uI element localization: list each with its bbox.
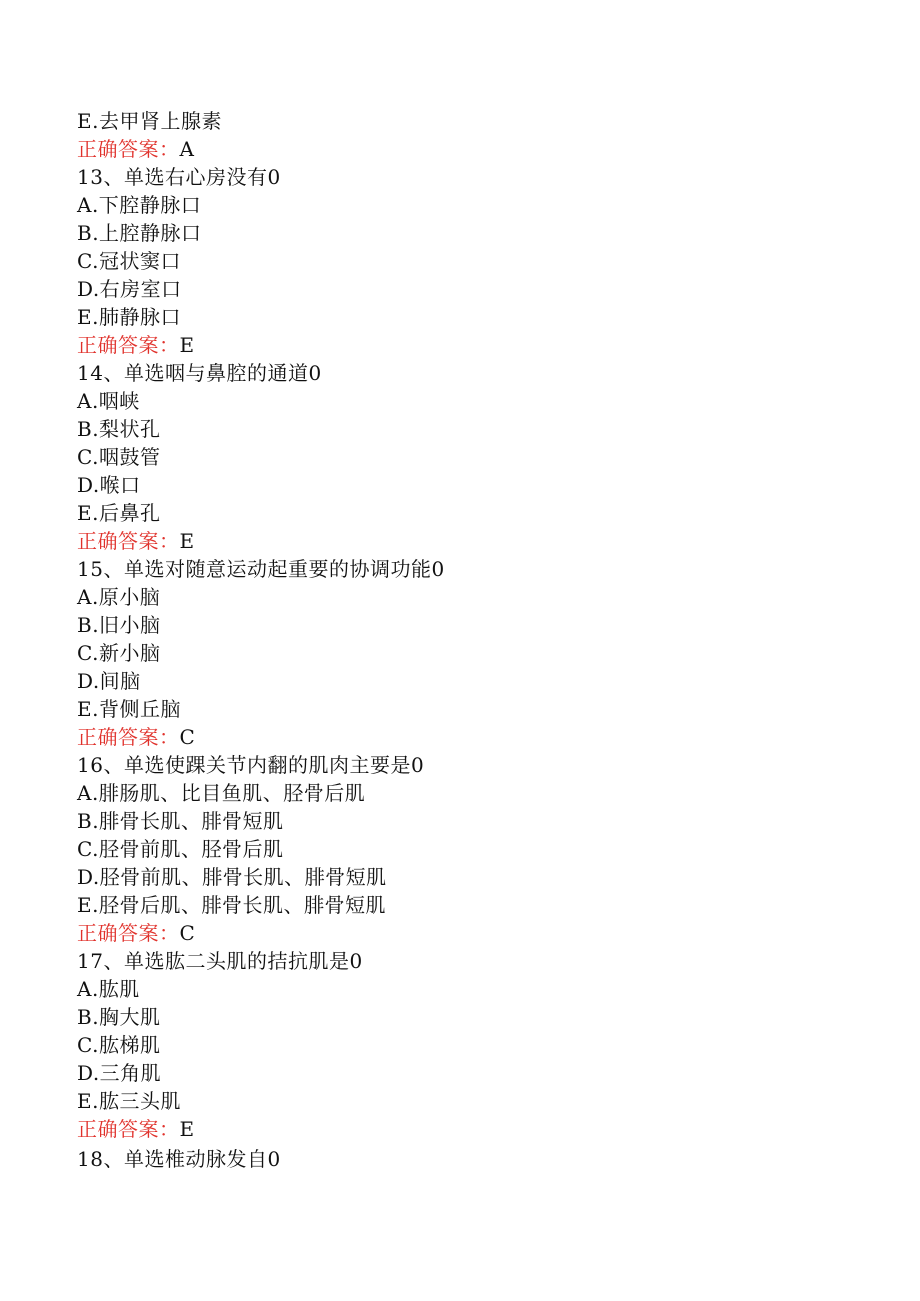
answer-line: [77, 527, 877, 555]
question-stem: 18、单选椎动脉发自0: [77, 1147, 281, 1171]
option-text: C.胫骨前肌、胫骨后肌: [77, 837, 284, 861]
option-text: B.胸大肌: [77, 1005, 161, 1029]
option-text: A.原小脑: [77, 585, 161, 609]
answer-value: A: [179, 137, 195, 161]
option-text: C.冠状窦口: [77, 249, 181, 273]
option-text: B.腓骨长肌、腓骨短肌: [77, 809, 284, 833]
answer-value: E: [179, 529, 195, 553]
option-text: B.梨状孔: [77, 417, 161, 441]
answer-value: C: [179, 921, 196, 945]
answer-line: [77, 331, 877, 359]
answer-value: E: [179, 333, 195, 357]
answer-value: E: [179, 1117, 195, 1141]
answer-line: [77, 135, 877, 163]
answer-label: 正确答案：: [77, 921, 180, 945]
question-stem: 13、单选右心房没有0: [77, 165, 281, 189]
option-text: D.喉口: [77, 473, 141, 497]
question-stem: 15、单选对随意运动起重要的协调功能0: [77, 557, 445, 581]
answer-label: 正确答案：: [77, 1117, 180, 1141]
option-text: C.新小脑: [77, 641, 161, 665]
option-text: C.咽鼓管: [77, 445, 161, 469]
answer-label: 正确答案：: [77, 137, 180, 161]
option-text: C.肱梯肌: [77, 1033, 161, 1057]
option-text: E.去甲肾上腺素: [77, 109, 222, 133]
option-text: B.上腔静脉口: [77, 221, 202, 245]
option-text: D.右房室口: [77, 277, 182, 301]
answer-label: 正确答案：: [77, 333, 180, 357]
option-text: A.腓肠肌、比目鱼肌、胫骨后肌: [77, 781, 366, 805]
answer-line: [77, 919, 877, 947]
option-text: D.三角肌: [77, 1061, 162, 1085]
option-text: B.旧小脑: [77, 613, 161, 637]
option-text: A.肱肌: [77, 977, 140, 1001]
answer-line: [77, 723, 877, 751]
answer-label: 正确答案：: [77, 529, 180, 553]
option-text: E.肱三头肌: [77, 1089, 181, 1113]
option-text: E.后鼻孔: [77, 501, 161, 525]
question-stem: 14、单选咽与鼻腔的通道0: [77, 361, 322, 385]
option-text: E.背侧丘脑: [77, 697, 181, 721]
option-text: A.咽峡: [77, 389, 140, 413]
option-text: E.肺静脉口: [77, 305, 181, 329]
answer-line: [77, 1115, 877, 1143]
question-stem: 16、单选使踝关节内翻的肌肉主要是0: [77, 753, 425, 777]
option-text: E.胫骨后肌、腓骨长肌、腓骨短肌: [77, 893, 386, 917]
option-text: A.下腔静脉口: [77, 193, 202, 217]
option-text: D.胫骨前肌、腓骨长肌、腓骨短肌: [77, 865, 387, 889]
question-stem: 17、单选肱二头肌的拮抗肌是0: [77, 949, 363, 973]
answer-label: 正确答案：: [77, 725, 180, 749]
document-body: [77, 107, 877, 1173]
option-text: D.间脑: [77, 669, 141, 693]
answer-value: C: [179, 725, 196, 749]
